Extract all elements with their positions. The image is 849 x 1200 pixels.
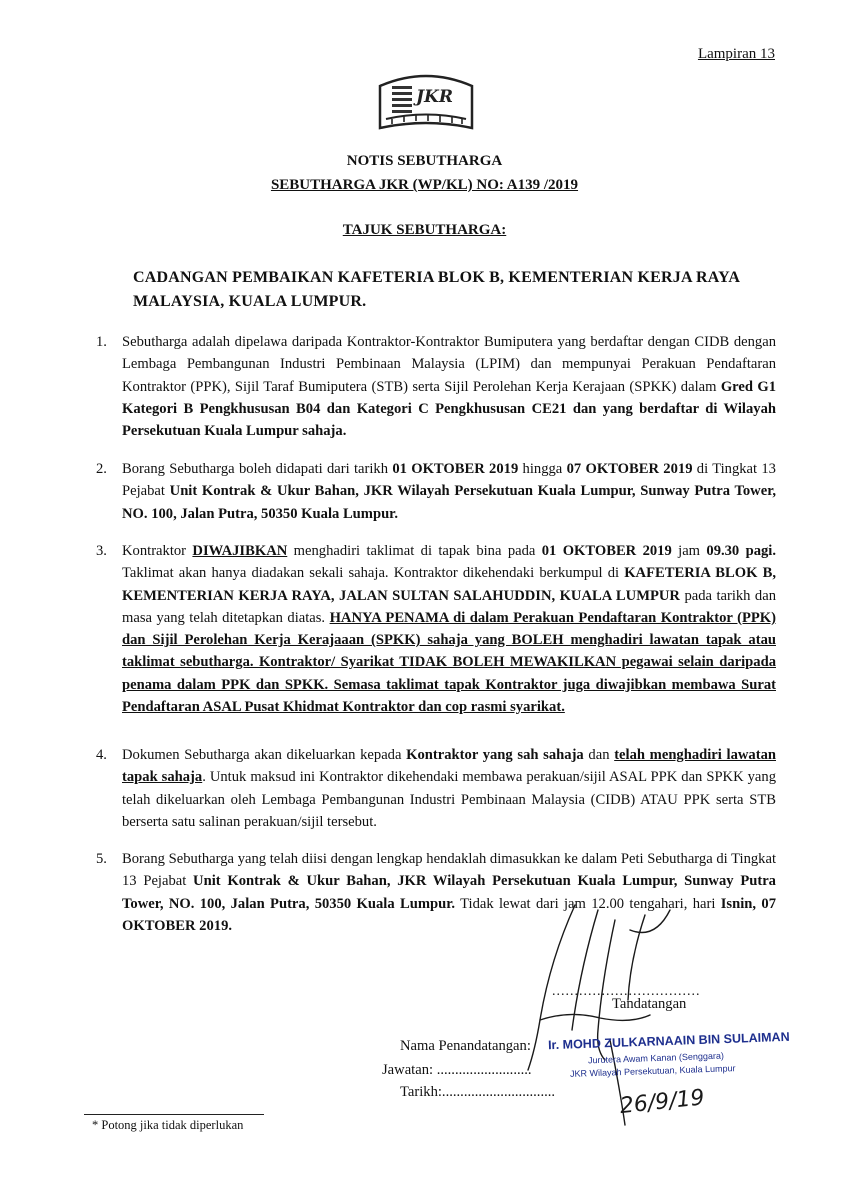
date-label: Tarikh:............................... (400, 1084, 556, 1100)
project-title-line-1: CADANGAN PEMBAIKAN KAFETERIA BLOK B, KEMENTERIAN KERJA RAYA (133, 269, 741, 286)
clause-text (122, 744, 776, 833)
clause-text-segment: Gred G1 Kategori B Pengkhususan B04 dan Kategori C Pengkhususan CE21 dan yang berdaftar di Wilayah Persekutuan Kuala Lumpur sahaja. (122, 378, 776, 440)
clause-text-segment: dan (583, 747, 615, 763)
signature-line: ................................. (552, 984, 701, 999)
clause-number: 1. (96, 334, 107, 350)
clause-number: 3. (96, 543, 107, 559)
clause-text-segment: Unit Kontrak & Ukur Bahan, JKR Wilayah Persekutuan Kuala Lumpur, Sunway Putra Tower, NO. 100, Jalan Putra, 50350 Kuala Lumpur. (122, 483, 776, 522)
clause-3 (96, 540, 776, 718)
clause-text-segment: Kontraktor yang sah sahaja (406, 747, 584, 763)
quotation-title-label: TAJUK SEBUTHARGA: (342, 222, 507, 238)
clause-text-segment: jam (671, 543, 707, 559)
clause-text-segment: Dokumen Sebutharga akan dikeluarkan kepada (122, 747, 407, 763)
clause-text-segment: Sebutharga adalah dipelawa daripada Kontraktor-Kontraktor Bumiputera yang berdaftar dengan CIDB dengan Lembaga Pembangunan Industri Pembinaan Malaysia (LPIM) dan mempunyai Perakuan Pendaftaran Kontraktor (PPK), Sijil Taraf Bumiputera (STB) serta Sijil Perolehan Kerja Kerajaan (SPKK) dalam (122, 334, 776, 395)
clause-text-segment: Unit Kontrak & Ukur Bahan, JKR Wilayah Persekutuan Kuala Lumpur, Sunway Putra Tower, NO. 100, Jalan Putra, 50350 Kuala Lumpur. (122, 873, 776, 912)
clause-text-segment: HANYA PENAMA di dalam Perakuan Pendaftaran Kontraktor (PPK) dan Sijil Perolehan Kerja Kerajaaan (SPKK) sahaja yang BOLEH menghadiri lawatan tapak atau taklimat sebutharga. Kontraktor/ Syarikat TIDAK BOLEH MEWAKILKAN pegawai selain daripada penama dalam PPK dan SPKK. Semasa taklimat tapak Kontraktor juga diwajibkan membawa Surat Pendaftaran ASAL Pusat Khidmat Kontraktor dan cop rasmi syarikat. (122, 609, 776, 716)
project-title-line-2: MALAYSIA, KUALA LUMPUR. (133, 293, 367, 310)
notice-title: NOTIS SEBUTHARGA (346, 153, 503, 169)
clause-text-segment: menghadiri taklimat di tapak bina pada (287, 543, 542, 559)
clause-text (122, 540, 776, 718)
clause-text-segment: KAFETERIA BLOK B, KEMENTERIAN KERJA RAYA, JALAN SULTAN SALAHUDDIN, KUALA LUMPUR (122, 565, 776, 604)
official-stamp-name: Ir. MOHD ZULKARNAAIN BIN SULAIMAN (547, 1029, 790, 1053)
jkr-logo (378, 72, 474, 134)
clause-text-segment: Borang Sebutharga boleh didapati dari tarikh (122, 461, 393, 477)
position-label: Jawatan: .......................... (382, 1062, 532, 1078)
clause-text-segment: Isnin, 07 OKTOBER 2019. (122, 895, 776, 934)
handwritten-date: 26/9/19 (618, 1085, 706, 1120)
clause-text-segment: 09.30 pagi. (706, 543, 777, 559)
clause-text-segment: . Untuk maksud ini Kontraktor dikehendaki membawa perakuan/sijil ASAL PPK dan SPKK yang telah dikeluarkan oleh Lembaga Pembangunan Industri Pembinaan Malaysia (CIDB) ATAU PPK serta STB berserta satu salinan perakuan/sijil tersebut. (122, 769, 776, 830)
project-title (133, 266, 783, 314)
clause-1 (96, 331, 776, 442)
clause-text-segment: telah menghadiri lawatan tapak sahaja (122, 747, 776, 786)
attachment-label: Lampiran 13 (697, 46, 775, 62)
clause-text (122, 331, 776, 442)
clause-number: 2. (96, 461, 107, 477)
clause-text-segment: 01 OKTOBER 2019 (392, 461, 519, 477)
clause-text-segment: 07 OKTOBER 2019 (566, 461, 693, 477)
clause-number: 5. (96, 851, 107, 867)
clause-text-segment: Borang Sebutharga yang telah diisi dengan lengkap hendaklah dimasukkan ke dalam Peti Sebutharga di Tingkat 13 Pejabat (122, 851, 776, 890)
clause-2 (96, 458, 776, 525)
official-stamp-title: Jurutera Awam Kanan (Senggara) (587, 1050, 725, 1066)
clause-text-segment: di Tingkat 13 Pejabat (122, 461, 776, 500)
footnote-divider (84, 1114, 264, 1115)
clause-text-segment: Tidak lewat dari jam 12.00 tengahari, hari (455, 895, 721, 912)
clause-text-segment: hingga (518, 461, 567, 477)
clause-text-segment: pada tarikh dan masa yang telah ditetapkan diatas. (122, 587, 777, 626)
clause-number: 4. (96, 747, 107, 763)
signature-label: Tandatangan (612, 996, 687, 1012)
footnote: * Potong jika tidak diperlukan (92, 1118, 244, 1132)
clause-text-segment: DIWAJIBKAN (192, 543, 288, 559)
signatory-name-label: Nama Penandatangan: (400, 1038, 531, 1054)
logo-text: JKR (416, 87, 453, 107)
clause-text (122, 458, 776, 525)
clause-text-segment: Kontraktor (122, 543, 193, 559)
quotation-number: SEBUTHARGA JKR (WP/KL) NO: A139 /2019 (270, 177, 579, 193)
clause-4 (96, 744, 776, 833)
clause-text-segment: 01 OKTOBER 2019 (541, 543, 672, 559)
official-stamp-office: JKR Wilayah Persekutuan, Kuala Lumpur (569, 1063, 736, 1079)
clause-text-segment: Taklimat akan hanya diadakan sekali sahaja. Kontraktor dikehendaki berkumpul di (122, 565, 625, 582)
